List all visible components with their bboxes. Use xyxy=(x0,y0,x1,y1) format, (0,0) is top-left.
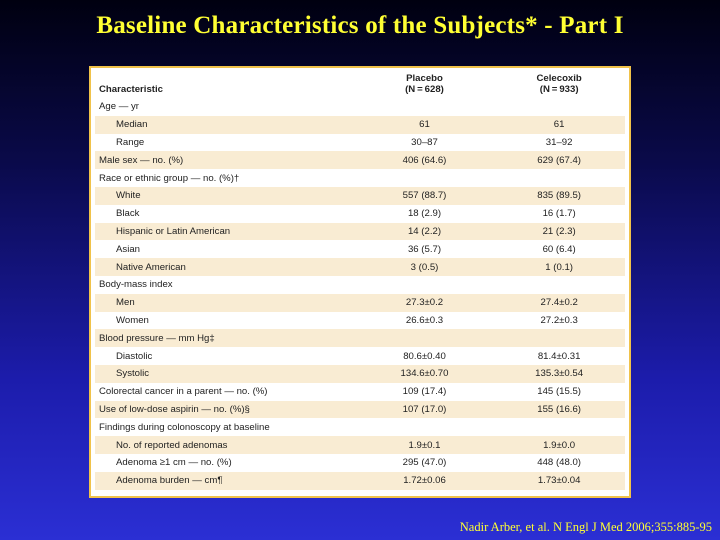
placebo-value: 295 (47.0) xyxy=(402,457,447,469)
celecoxib-value: 145 (15.5) xyxy=(537,386,581,398)
celecoxib-value: 448 (48.0) xyxy=(537,457,581,469)
table-row xyxy=(95,98,625,116)
slide-title: Baseline Characteristics of the Subjects* - Part I xyxy=(96,12,624,39)
placebo-value: 36 (5.7) xyxy=(407,243,442,255)
celecoxib-value: 16 (1.7) xyxy=(542,208,576,220)
placebo-value: 1.72±0.06 xyxy=(356,472,494,490)
celecoxib-value: 1 (0.1) xyxy=(493,258,625,276)
row-label: White xyxy=(95,187,356,205)
row-label: Adenoma ≥1 cm — no. (%) xyxy=(116,457,232,469)
celecoxib-value xyxy=(493,329,625,347)
row-label: Adenoma burden — cm¶ xyxy=(95,472,356,490)
row-label: Diastolic xyxy=(116,350,153,362)
row-label: Hispanic or Latin American xyxy=(95,223,356,241)
table-row xyxy=(95,258,625,276)
header-characteristic: Characteristic xyxy=(99,84,163,95)
celecoxib-value xyxy=(493,418,625,436)
row-label: Women xyxy=(116,314,149,326)
table-row xyxy=(95,151,625,169)
placebo-value xyxy=(356,276,494,294)
table-header-row xyxy=(95,70,625,98)
table-row xyxy=(95,472,625,490)
row-label: Race or ethnic group — no. (%)† xyxy=(99,172,240,184)
celecoxib-value: 61 xyxy=(493,116,625,134)
table-row xyxy=(95,401,625,419)
celecoxib-value: 1.73±0.04 xyxy=(493,472,625,490)
celecoxib-value: 629 (67.4) xyxy=(493,151,625,169)
placebo-value: 18 (2.9) xyxy=(407,208,442,220)
table-row xyxy=(95,329,625,347)
placebo-value: 107 (17.0) xyxy=(356,401,494,419)
placebo-value: 109 (17.4) xyxy=(402,386,447,398)
baseline-characteristics-table xyxy=(95,70,625,490)
row-label: Blood pressure — mm Hg‡ xyxy=(95,329,356,347)
placebo-value: 3 (0.5) xyxy=(356,258,494,276)
row-label: No. of reported adenomas xyxy=(95,436,356,454)
table-row xyxy=(95,365,625,383)
row-label: Male sex — no. (%) xyxy=(95,151,356,169)
table-row xyxy=(95,454,625,472)
celecoxib-value: 81.4±0.31 xyxy=(537,350,581,362)
placebo-value: 30–87 xyxy=(411,136,438,148)
citation: Nadir Arber, et al. N Engl J Med 2006;355:885-95 xyxy=(459,520,712,534)
celecoxib-value: 21 (2.3) xyxy=(493,223,625,241)
table-row xyxy=(95,205,625,223)
table-row xyxy=(95,347,625,365)
table-row xyxy=(95,116,625,134)
row-label: Range xyxy=(116,136,145,148)
row-label: Median xyxy=(95,116,356,134)
celecoxib-value: 135.3±0.54 xyxy=(493,365,625,383)
table-row xyxy=(95,418,625,436)
table-row xyxy=(95,240,625,258)
table-row xyxy=(95,383,625,401)
placebo-value: 80.6±0.40 xyxy=(403,350,446,362)
table-row xyxy=(95,134,625,152)
table-row xyxy=(95,276,625,294)
placebo-value: 26.6±0.3 xyxy=(405,314,444,326)
placebo-value: 27.3±0.2 xyxy=(356,294,494,312)
table-row xyxy=(95,436,625,454)
placebo-value: 134.6±0.70 xyxy=(356,365,494,383)
header-placebo-label: Placebo xyxy=(406,73,443,84)
table-row xyxy=(95,169,625,187)
table-body xyxy=(95,98,625,490)
celecoxib-value xyxy=(493,276,625,294)
celecoxib-value: 1.9±0.0 xyxy=(493,436,625,454)
placebo-value xyxy=(356,329,494,347)
table-row xyxy=(95,294,625,312)
celecoxib-value xyxy=(493,98,625,116)
header-placebo xyxy=(356,70,494,98)
celecoxib-value: 27.4±0.2 xyxy=(493,294,625,312)
header-celecoxib-n: (N = 933) xyxy=(539,84,579,95)
placebo-value: 61 xyxy=(356,116,494,134)
row-label: Age — yr xyxy=(99,101,139,113)
celecoxib-value: 835 (89.5) xyxy=(493,187,625,205)
placebo-value: 1.9±0.1 xyxy=(356,436,494,454)
celecoxib-value xyxy=(493,169,625,187)
placebo-value: 14 (2.2) xyxy=(356,223,494,241)
row-label: Findings during colonoscopy at baseline xyxy=(99,421,270,433)
header-celecoxib xyxy=(493,70,625,98)
row-label: Systolic xyxy=(95,365,356,383)
placebo-value xyxy=(356,98,494,116)
placebo-value xyxy=(356,418,494,436)
header-celecoxib-label: Celecoxib xyxy=(536,73,582,84)
row-label: Native American xyxy=(95,258,356,276)
placebo-value: 557 (88.7) xyxy=(356,187,494,205)
table-row xyxy=(95,312,625,330)
row-label: Black xyxy=(116,208,140,220)
row-label: Colorectal cancer in a parent — no. (%) xyxy=(99,386,268,398)
placebo-value xyxy=(356,169,494,187)
row-label: Use of low-dose aspirin — no. (%)§ xyxy=(95,401,356,419)
row-label: Men xyxy=(95,294,356,312)
celecoxib-value: 31–92 xyxy=(545,136,573,148)
table-row xyxy=(95,223,625,241)
celecoxib-value: 155 (16.6) xyxy=(493,401,625,419)
placebo-value: 406 (64.6) xyxy=(356,151,494,169)
celecoxib-value: 27.2±0.3 xyxy=(540,314,578,326)
row-label: Body-mass index xyxy=(99,279,173,291)
baseline-table-panel xyxy=(89,66,631,498)
header-placebo-n: (N = 628) xyxy=(405,84,444,95)
row-label: Asian xyxy=(116,243,140,255)
table-row xyxy=(95,187,625,205)
celecoxib-value: 60 (6.4) xyxy=(542,243,576,255)
